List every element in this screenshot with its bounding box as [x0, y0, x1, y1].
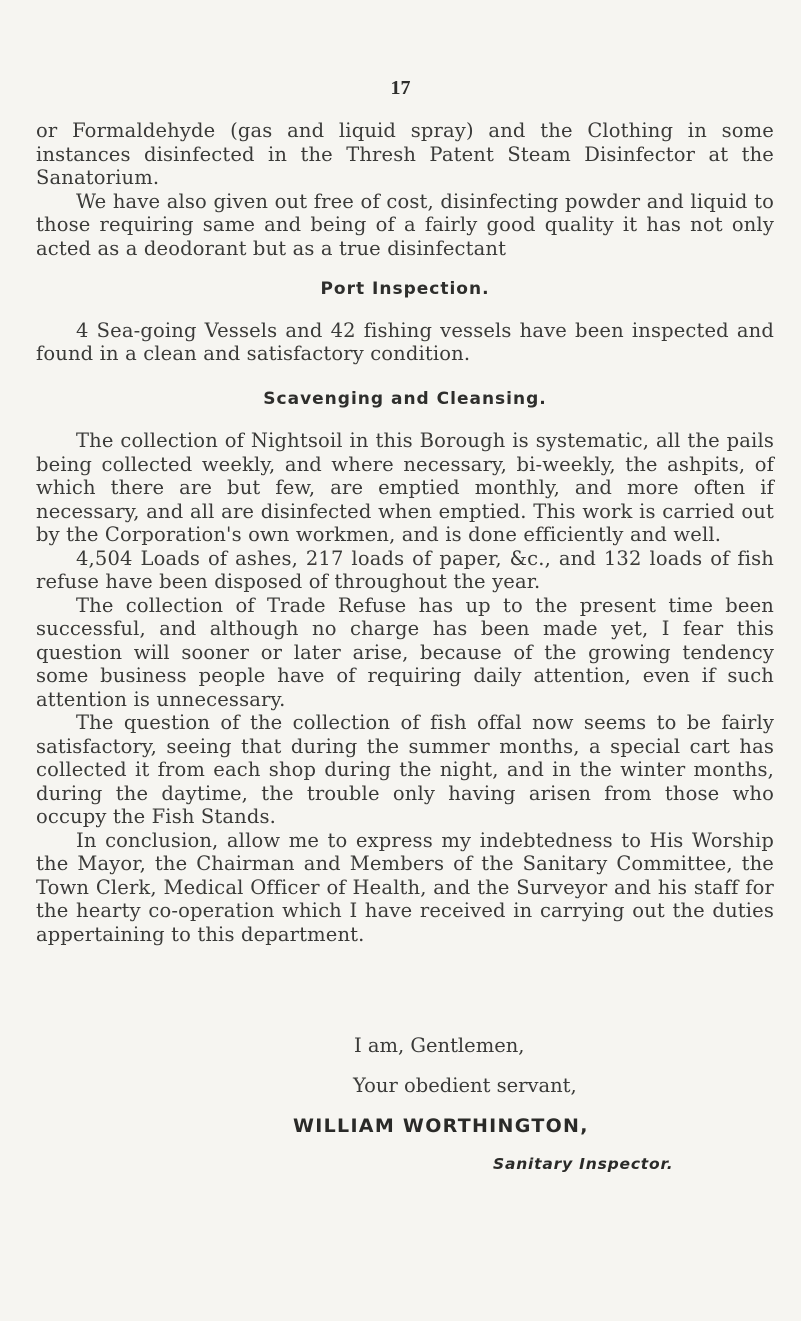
- intro-paragraph-1: or Formaldehyde (gas and liquid spray) and the Clothing in some instances disinfected in the Thresh Patent Steam Disinfector at the Sanatorium.: [36, 119, 774, 189]
- page-number: 17: [390, 77, 411, 99]
- salutation: I am, Gentlemen,: [354, 1034, 525, 1057]
- scavenging-paragraph-3: The collection of Trade Refuse has up to the present time been successful, and although no charge has been made yet, I fear this question will sooner or later arise, because of the growing tendency some business people have of requiring daily attention, even if such attention is unnecessary.: [36, 593, 774, 711]
- scavenging-paragraph-1: The collection of Nightsoil in this Borough is systematic, all the pails being collected weekly, and where necessary, bi-weekly, the ashpits, of which there are but few, are emptied monthly, and more often if necessary, and all are disinfected when emptied. This work is carried out by the Corporation's own workmen, and is done efficiently and well.: [36, 429, 774, 546]
- intro-paragraph-2: We have also given out free of cost, disinfecting powder and liquid to those requiring same and being of a fairly good quality it has not only acted as a deodorant but as a true disinfectant: [36, 189, 774, 260]
- scavenging-paragraph-2: 4,504 Loads of ashes, 217 loads of paper, &c., and 132 loads of fish refuse have been disposed of throughout the year.: [36, 546, 774, 593]
- signatory-title: Sanitary Inspector.: [493, 1155, 674, 1173]
- port-inspection-heading: Port Inspection.: [320, 279, 490, 299]
- port-inspection-paragraph: 4 Sea-going Vessels and 42 fishing vessels have been inspected and found in a clean and satisfactory condition.: [36, 318, 774, 365]
- body-text: [36, 119, 774, 946]
- scavenging-heading: Scavenging and Cleansing.: [263, 388, 547, 409]
- scavenging-paragraph-5: In conclusion, allow me to express my indebtedness to His Worship the Mayor, the Chairman and Members of the Sanitary Committee, the Town Clerk, Medical Officer of Health, and the Surveyor and his staff for the hearty co-operation which I have received in carrying out the duties appertaining to this department.: [36, 828, 774, 946]
- signature: WILLIAM WORTHINGTON,: [293, 1115, 589, 1137]
- valediction: Your obedient servant,: [353, 1074, 577, 1097]
- scavenging-paragraph-4: The question of the collection of fish offal now seems to be fairly satisfactory, seeing that during the summer months, a special cart has collected it from each shop during the night, and in the winter months, during the daytime, the trouble only having arisen from those who occupy the Fish Stands.: [36, 711, 774, 828]
